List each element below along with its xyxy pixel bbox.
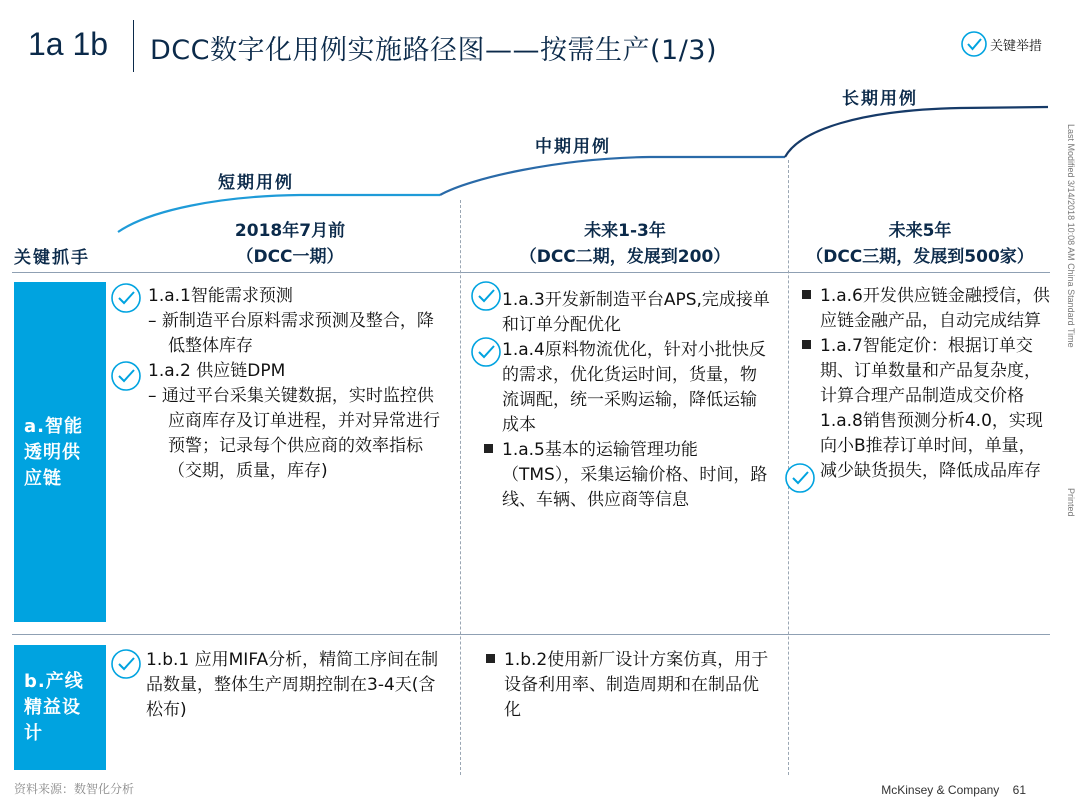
side-printed-note: Printed <box>1066 488 1076 517</box>
legend-label: 关键举措 <box>990 38 1043 54</box>
col1-header-line1: 2018年7月前 <box>234 221 346 241</box>
cell-b1 <box>146 648 451 723</box>
row-header-label: 关键抓手 <box>14 248 90 268</box>
row-a-label-line1: a.智能 <box>24 416 83 437</box>
col3-header-line1: 未来5年 <box>888 221 952 241</box>
square-bullet-icon <box>486 654 495 663</box>
phase-short-label: 短期用例 <box>218 173 294 193</box>
col1-header <box>160 218 420 270</box>
list-item-wrap <box>502 438 772 513</box>
col1-header-line2: （DCC一期） <box>236 247 344 267</box>
list-item: 1.a.6开发供应链金融授信，供应链金融产品，自动完成结算 <box>820 286 1050 331</box>
check-circle-icon <box>110 648 142 680</box>
check-circle-icon <box>110 282 142 314</box>
section-id: 1a 1b <box>28 26 109 62</box>
row-a-label-line2: 透明供 <box>24 442 81 463</box>
check-circle-icon <box>110 360 142 392</box>
page-title: DCC数字化用例实施路径图——按需生产(1/3) <box>150 35 718 66</box>
col3-header-line2: （DCC三期，发展到500家） <box>806 247 1034 267</box>
source-note: 资料来源：数智化分析 <box>14 782 135 796</box>
col3-header <box>790 218 1050 270</box>
row-b-label <box>14 645 106 770</box>
list-item-wrap <box>820 334 1052 409</box>
phase-mid-label: 中期用例 <box>535 137 611 157</box>
footer <box>881 783 1026 797</box>
list-item: 1.b.1 应用MIFA分析，精简工序间在制品数量，整体生产周期控制在3-4天(含松布) <box>146 650 439 720</box>
list-item-wrap <box>504 648 774 723</box>
list-subitem: – 通过平台采集关键数据，实时监控供应商库存及订单进程，并对异常进行预警；记录每个供应商的效率指标（交期，质量，库存) <box>148 386 440 481</box>
row-a-label-line3: 应链 <box>24 468 62 489</box>
row-b-label-line3: 计 <box>24 723 43 744</box>
page-number: 61 <box>1012 783 1026 797</box>
list-item: 1.b.2使用新厂设计方案仿真，用于设备利用率、制造周期和在制品优化 <box>504 650 769 720</box>
list-item: 1.a.3开发新制造平台APS,完成接单和订单分配优化 <box>502 290 770 335</box>
square-bullet-icon <box>484 444 493 453</box>
cell-b2 <box>504 648 774 723</box>
phase-long-label: 长期用例 <box>842 89 918 109</box>
list-item: 1.a.1智能需求预测 <box>148 286 293 306</box>
list-item: 1.a.4原料物流优化，针对小批快反的需求，优化货运时间，货量，物流调配，统一采购运输，降低运输成本 <box>502 340 766 435</box>
square-bullet-icon <box>802 290 811 299</box>
list-item: 1.a.5基本的运输管理功能（TMS），采集运输价格、时间，路线、车辆、供应商等信息 <box>502 440 768 510</box>
col2-header <box>480 218 770 270</box>
row-divider <box>12 634 1050 635</box>
column-divider-1 <box>460 200 461 775</box>
check-circle-icon <box>784 462 816 494</box>
list-item-wrap <box>820 284 1052 334</box>
list-item: 1.a.7智能定价：根据订单交期、订单数量和产品复杂度，计算合理产品制造成交价格 <box>820 336 1041 406</box>
list-item: 1.a.8销售预测分析4.0，实现向小B推荐订单时间，单量，减少缺货损失，降低成品库存 <box>820 411 1043 481</box>
cell-a2 <box>502 288 772 513</box>
company-name: McKinsey & Company <box>881 783 1000 797</box>
col2-header-line1: 未来1-3年 <box>584 221 666 241</box>
row-a-label <box>14 282 106 622</box>
list-subitem: – 新制造平台原料需求预测及整合，降低整体库存 <box>148 311 434 356</box>
cell-a3 <box>820 284 1052 484</box>
check-circle-icon <box>470 336 502 368</box>
side-modified-note: Last Modified 3/14/2018 10:08 AM China Standard Time <box>1066 124 1076 348</box>
check-circle-icon <box>470 280 502 312</box>
row-b-label-line2: 精益设 <box>24 697 81 718</box>
square-bullet-icon <box>802 340 811 349</box>
header-rule <box>12 272 1050 273</box>
col2-header-line2: （DCC二期，发展到200） <box>519 247 731 267</box>
list-item: 1.a.2 供应链DPM <box>148 361 286 381</box>
row-b-label-line1: b.产线 <box>24 671 84 692</box>
cell-a1 <box>148 284 448 484</box>
